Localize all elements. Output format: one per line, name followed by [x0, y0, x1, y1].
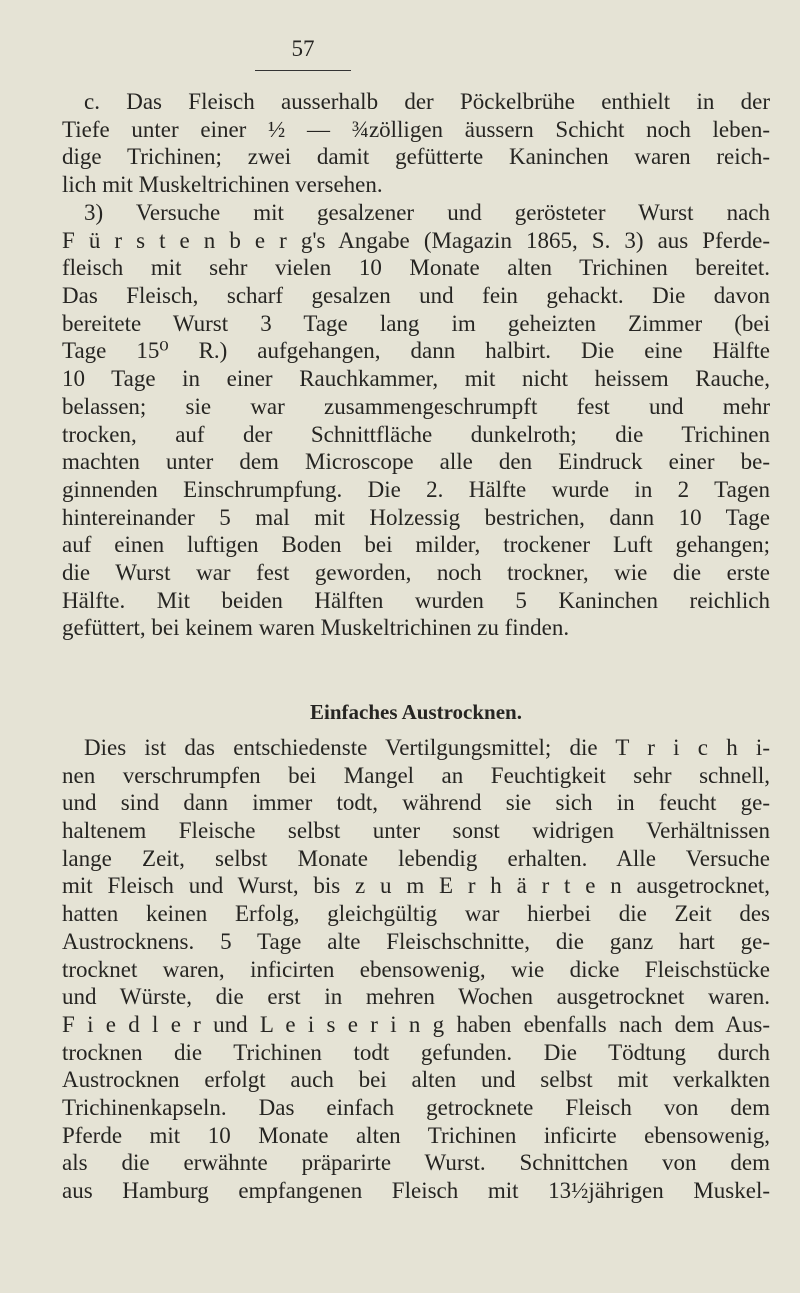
- text-line: F ü r s t e n b e r g's Angabe (Magazin 1865, S. 3) aus Pferde-: [62, 227, 770, 253]
- text-line: fleisch mit sehr vielen 10 Monate alten Trichinen bereitet.: [62, 255, 770, 281]
- text-line: Hälfte. Mit beiden Hälften wurden 5 Kaninchen reichlich: [62, 587, 770, 613]
- text-line: ginnenden Einschrumpfung. Die 2. Hälfte wurde in 2 Tagen: [62, 476, 770, 502]
- text-line: Austrocknen erfolgt auch bei alten und selbst mit verkalkten: [62, 1067, 770, 1093]
- text-line: aus Hamburg empfangenen Fleisch mit 13½jährigen Muskel-: [62, 1178, 770, 1203]
- text-line: dige Trichinen; zwei damit gefütterte Kaninchen waren reich-: [62, 144, 770, 170]
- text-line: haltenem Fleische selbst unter sonst widrigen Verhältnissen: [62, 818, 770, 844]
- text-line: Pferde mit 10 Monate alten Trichinen inficirte ebensowenig,: [62, 1122, 770, 1148]
- text-line: trocknen die Trichinen todt gefunden. Die Tödtung durch: [62, 1039, 770, 1065]
- text-line: trocknet waren, inficirten ebensowenig, wie dicke Fleischstücke: [62, 956, 770, 982]
- section-heading: Einfaches Austrocknen.: [310, 700, 522, 724]
- text-line: hatten keinen Erfolg, gleichgültig war hierbei die Zeit des: [62, 901, 770, 927]
- page-number-rule: [255, 70, 351, 71]
- text-line: machten unter dem Microscope alle den Eindruck einer be-: [62, 449, 770, 475]
- text-line: nen verschrumpfen bei Mangel an Feuchtigkeit sehr schnell,: [62, 762, 770, 788]
- text-line: Dies ist das entschiedenste Vertilgungsmittel; die T r i c h i-: [84, 735, 770, 760]
- text-line: und Würste, die erst in mehren Wochen ausgetrocknet waren.: [62, 984, 770, 1010]
- text-line: Austrocknens. 5 Tage alte Fleischschnitte, die ganz hart ge-: [62, 928, 770, 954]
- text-line: und sind dann immer todt, während sie sich in feucht ge-: [62, 790, 770, 816]
- text-line: auf einen luftigen Boden bei milder, trockener Luft gehangen;: [62, 532, 770, 558]
- text-line: Tage 15⁰ R.) aufgehangen, dann halbirt. Die eine Hälfte: [62, 338, 770, 364]
- text-line: lange Zeit, selbst Monate lebendig erhalten. Alle Versuche: [62, 845, 770, 871]
- text-line: belassen; sie war zusammengeschrumpft fest und mehr: [62, 393, 770, 419]
- text-line: die Wurst war fest geworden, noch trockner, wie die erste: [62, 559, 770, 585]
- text-line: c. Das Fleisch ausserhalb der Pöckelbrühe enthielt in der: [84, 89, 770, 114]
- text-line: Tiefe unter einer ½ — ¾zölligen äussern Schicht noch leben-: [62, 116, 770, 142]
- text-line: Trichinenkapseln. Das einfach getrocknete Fleisch von dem: [62, 1094, 770, 1120]
- text-line: hintereinander 5 mal mit Holzessig bestrichen, dann 10 Tage: [62, 504, 770, 530]
- text-line: bereitete Wurst 3 Tage lang im geheizten Zimmer (bei: [62, 310, 770, 336]
- text-line: mit Fleisch und Wurst, bis z u m E r h ä r t e n ausgetrocknet,: [62, 873, 770, 899]
- page-number: 57: [291, 36, 315, 61]
- text-line: lich mit Muskeltrichinen versehen.: [62, 172, 383, 198]
- text-line: als die erwähnte präparirte Wurst. Schnittchen von dem: [62, 1150, 770, 1176]
- paragraph-c: [62, 88, 770, 199]
- text-line: 3) Versuche mit gesalzener und gerösteter Wurst nach: [84, 200, 770, 225]
- text-line: Das Fleisch, scharf gesalzen und fein gehackt. Die davon: [62, 283, 770, 309]
- text-line: trocken, auf der Schnittfläche dunkelroth; die Trichinen: [62, 421, 770, 447]
- text-line: gefüttert, bei keinem waren Muskeltrichinen zu finden.: [62, 615, 570, 641]
- paragraph-3: [62, 199, 770, 642]
- paragraph-austrocknen: [62, 734, 770, 1205]
- text-line: 10 Tage in einer Rauchkammer, mit nicht heissem Rauche,: [62, 366, 770, 392]
- text-line: F i e d l e r und L e i s e r i n g haben ebenfalls nach dem Aus-: [62, 1011, 770, 1037]
